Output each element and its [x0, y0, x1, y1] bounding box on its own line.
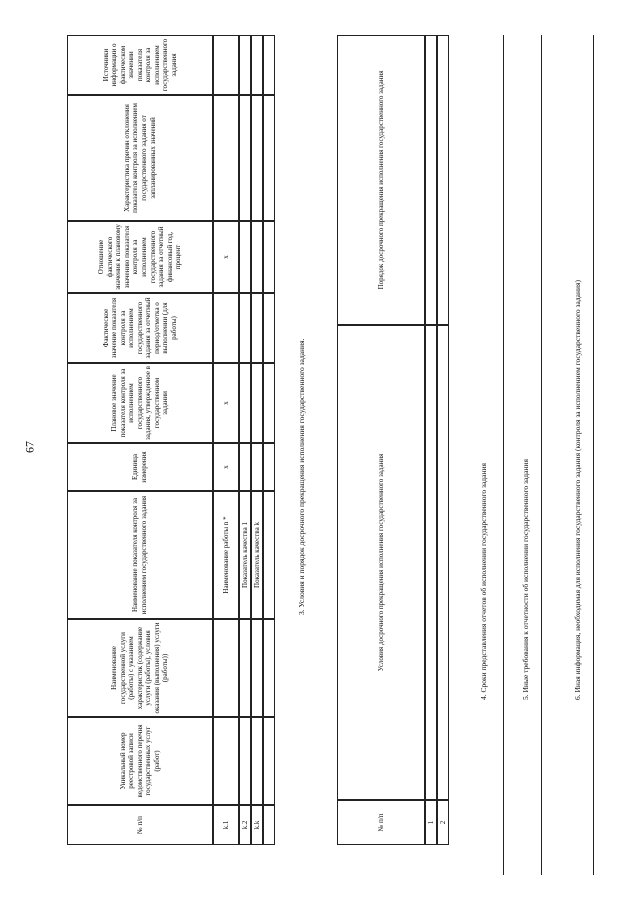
t1-header-service: Наименование государственной услуги (работы) с указанием характеристик (содержание услуги (работы), условия оказания (выполнения) услуги (работы)) — [67, 619, 213, 717]
t1-header-sources: Источники информации о фактическом значении показателя контроля за исполнением государственного задания — [67, 35, 213, 95]
t2-header-conditions: Условия досрочного прекращения исполнения государственного задания — [337, 325, 425, 800]
t1-row1-fact — [213, 293, 239, 363]
t1-row4-ratio — [263, 221, 275, 293]
t1-row1-service — [213, 619, 239, 717]
t1-row1-ratio: x — [213, 221, 239, 293]
t1-row1-unit: x — [213, 443, 239, 491]
t1-header-registry: Уникальный номер реестровой записи ведомственного перечня государственных услуг (работ) — [67, 717, 213, 805]
t1-header-num: № п/п — [67, 805, 213, 845]
t1-row1-reasons — [213, 95, 239, 221]
t2-header-procedure: Порядок досрочного прекращения исполнения государственного задания — [337, 35, 425, 325]
section-3-caption: 3. Условия и порядок досрочного прекращения исполнения государственного задания. — [297, 338, 306, 615]
t1-row4-sources — [263, 35, 275, 95]
t1-row3-name: Показатель качества k — [251, 491, 263, 619]
t1-row1-registry — [213, 717, 239, 805]
t2-row2-procedure — [437, 35, 449, 325]
t1-row4-registry — [263, 717, 275, 805]
t1-row3-service — [251, 619, 263, 717]
t1-row3-ratio — [251, 221, 263, 293]
t1-row4-num — [263, 805, 275, 845]
t1-row3-reasons — [251, 95, 263, 221]
t1-row2-service — [239, 619, 251, 717]
t1-header-ratio: Отношение фактического значения к плановому значению показателя контроля за исполнением государственного задания за отчетный финансовый год, процент — [67, 221, 213, 293]
t1-row4-plan — [263, 363, 275, 443]
t2-row1-conditions — [425, 325, 437, 800]
t1-row2-reasons — [239, 95, 251, 221]
t1-row3-plan — [251, 363, 263, 443]
t1-row2-registry — [239, 717, 251, 805]
t1-row2-unit — [239, 443, 251, 491]
t1-header-plan: Плановое значение показателя контроля за исполнением государственного задания, утвержденное в государственном задании — [67, 363, 213, 443]
t1-row4-name — [263, 491, 275, 619]
t1-row4-reasons — [263, 95, 275, 221]
t1-row2-fact — [239, 293, 251, 363]
t1-row2-num: k.2 — [239, 805, 251, 845]
t2-row1-num: 1 — [425, 800, 437, 845]
t1-row4-service — [263, 619, 275, 717]
t1-row1-plan: x — [213, 363, 239, 443]
t2-row2-conditions — [437, 325, 449, 800]
t1-row1-num: k.1 — [213, 805, 239, 845]
section-4-line — [503, 35, 504, 875]
t1-row4-fact — [263, 293, 275, 363]
section-5-line — [541, 35, 542, 875]
t1-row1-name: Наименование работы n * — [213, 491, 239, 619]
t1-row2-ratio — [239, 221, 251, 293]
t1-row1-sources — [213, 35, 239, 95]
t1-header-unit: Единица измерения — [67, 443, 213, 491]
t1-row2-plan — [239, 363, 251, 443]
t1-row3-sources — [251, 35, 263, 95]
t1-row2-name: Показатель качества 1 — [239, 491, 251, 619]
section-5-caption: 5. Иные требования к отчетности об исполнении государственного задания — [521, 459, 530, 700]
rotated-page-content — [45, 35, 635, 875]
t1-header-indicator: Наименование показателя контроля за исполнением государственного задания — [67, 491, 213, 619]
t1-row2-sources — [239, 35, 251, 95]
t1-row4-unit — [263, 443, 275, 491]
t2-header-num: № п/п — [337, 800, 425, 845]
t1-row3-fact — [251, 293, 263, 363]
t1-row3-unit — [251, 443, 263, 491]
t1-row3-registry — [251, 717, 263, 805]
t1-row3-num: k.k — [251, 805, 263, 845]
t1-header-reasons: Характеристика причин отклонения показателя контроля за исполнением государственного задания от запланированных значений — [67, 95, 213, 221]
section-6-caption: 6. Иная информация, необходимая для исполнения государственного задания (контроля за исполнением государственного задания) — [573, 280, 582, 700]
t2-row1-procedure — [425, 35, 437, 325]
section-4-caption: 4. Сроки представления отчетов об исполнении государственного задания — [479, 463, 488, 700]
page-number: 67 — [22, 441, 37, 453]
t2-row2-num: 2 — [437, 800, 449, 845]
t1-header-fact: Фактическое значение показателя контроля за исполнением государственного задания за отчетный период/отметка о выполнении (для работы) — [67, 293, 213, 363]
section-6-line — [593, 35, 594, 875]
